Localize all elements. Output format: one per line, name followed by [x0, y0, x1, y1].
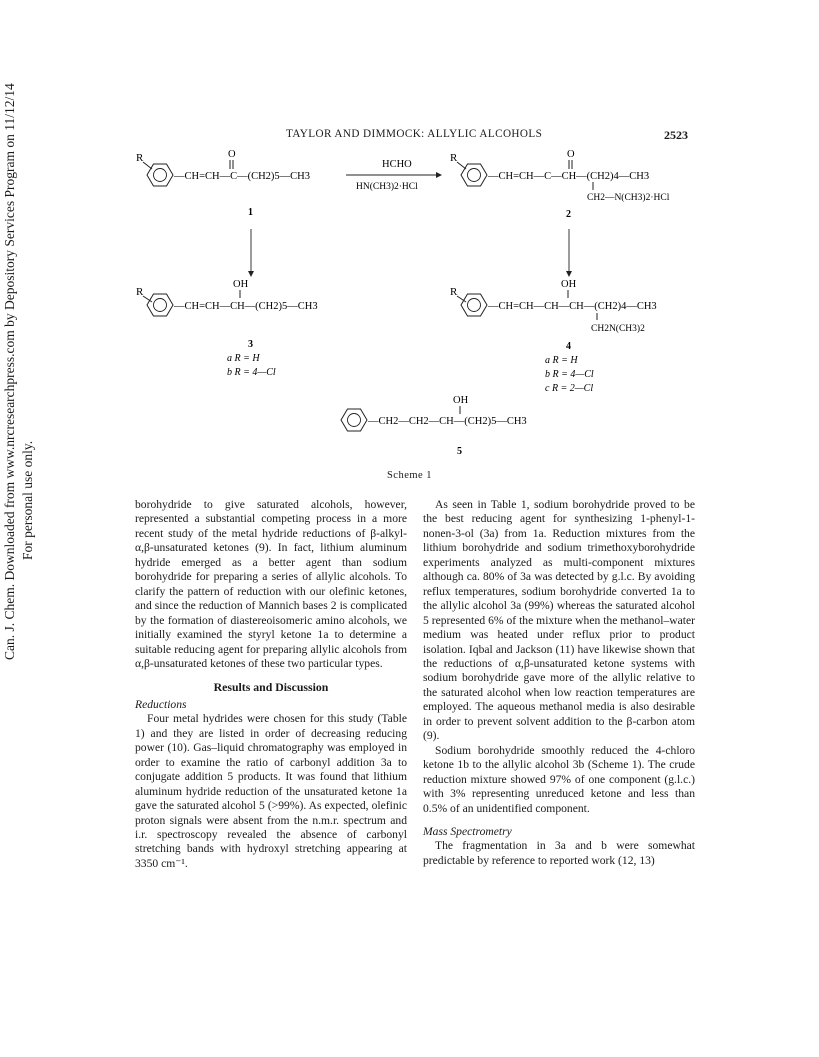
download-notice-line: Can. J. Chem. Downloaded from www.nrcresearchpress.com by Depository Services Program on 11/12/14	[2, 83, 17, 660]
compound-4-substituent: CH2N(CH3)2	[591, 324, 645, 334]
subsection-heading: Reductions	[135, 697, 187, 711]
compound-4-label: 4	[566, 341, 571, 352]
personal-use-notice: For personal use only.	[20, 440, 35, 560]
svg-text:OH: OH	[561, 279, 577, 290]
compound-1-label: 1	[248, 207, 253, 218]
reduction-arrow-left	[248, 229, 254, 277]
compound-1-chain: —CH=CH—C—(CH2)5—CH3	[174, 171, 311, 182]
paragraph: Sodium borohydride smoothly reduced the 4-chloro ketone 1b to the allylic alcohol 3b (Scheme 1). The crude reduction mixture showed 97% of one component (g.l.c.) with 3% representing unreduced ketone and less than 0.5% of an unidentified component.	[423, 743, 695, 815]
compound-3-label: 3	[248, 339, 253, 350]
subsection-heading: Mass Spectrometry	[423, 824, 512, 838]
compound-4-structure	[450, 279, 657, 334]
download-notice	[2, 83, 42, 660]
compound-3-variant-b: b R = 4—Cl	[227, 367, 276, 378]
compound-2-substituent: CH2—N(CH3)2·HCl	[587, 193, 670, 203]
compound-5-label: 5	[457, 446, 462, 457]
svg-text:R: R	[136, 286, 144, 298]
running-title: TAYLOR AND DIMMOCK: ALLYLIC ALCOHOLS	[286, 128, 543, 140]
compound-4-variant-c: c R = 2—Cl	[545, 383, 594, 394]
svg-text:R: R	[450, 286, 458, 298]
compound-2-structure	[450, 149, 670, 203]
reduction-arrow-right	[566, 229, 572, 277]
compound-5-chain: —CH2—CH2—CH—(CH2)5—CH3	[368, 416, 527, 427]
svg-text:R: R	[450, 152, 458, 164]
compound-4-variant-b: b R = 4—Cl	[545, 369, 594, 380]
scheme-caption: Scheme 1	[386, 470, 433, 481]
svg-text:OH: OH	[233, 279, 249, 290]
svg-text:R: R	[136, 152, 144, 164]
compound-2-label: 2	[566, 209, 571, 220]
compound-5-structure	[341, 395, 527, 431]
mannich-arrow	[346, 159, 442, 192]
section-heading: Results and Discussion	[213, 680, 329, 695]
svg-text:O: O	[567, 149, 575, 160]
svg-text:O: O	[228, 149, 236, 160]
paragraph: borohydride to give saturated alcohols, however, represented a substantial competing process in a more recent study of the metal hydride reductions of β-alkyl-α,β-unsaturated ketones (9). In fact, lithium aluminum hydride emerged as a better agent than sodium borohydride for preparing a series of allylic alcohols. To clarify the pattern of reduction with our olefinic ketones, and since the reduction of Mannich bases 2 is complicated by the formation of diastereoisomeric amino alcohols, we initially examined the styryl ketone 1a to determine a suitable reducing agent for preparing allylic alcohols from α,β-unsaturated ketones of these two particular types.	[135, 498, 407, 670]
running-header	[140, 128, 688, 144]
svg-text:OH: OH	[453, 395, 469, 406]
compound-3-variant-a: a R = H	[227, 353, 260, 364]
compound-4-chain: —CH=CH—CH—CH—(CH2)4—CH3	[488, 301, 657, 312]
paragraph: As seen in Table 1, sodium borohydride proved to be the best reducing agent for synthesizing 1-phenyl-1-nonen-3-ol (3a) from 1a. Reduction mixtures from the lithium borohydride and sodium trimethoxyborohydride experiments analyzed as multi-component mixtures although ca. 80% of 3a was detected by g.l.c. By avoiding reflux temperatures, sodium borohydride converted 1a to the allylic alcohol 3a (99%) whereas the saturated alcohol 5 represented 6% of the mixture when the methanol–water medium was heated under reflux prior to product isolation. Iqbal and Jackson (11) have likewise shown that the reductions of α,β-unsaturated ketone systems with sodium borohydride gave more of the allylic relative to the saturated alcohol when low reaction temperatures are employed. The aqueous methanol media is also desirable in order to prevent solvent addition to the β-carbon atom (9).	[423, 498, 695, 743]
reagent-hcho: HCHO	[382, 159, 412, 170]
compound-4-variant-a: a R = H	[545, 355, 578, 366]
reagent-amine: HN(CH3)2·HCl	[356, 182, 418, 192]
left-column	[135, 498, 407, 871]
compound-3-structure	[136, 279, 318, 316]
right-column	[423, 498, 695, 868]
reaction-scheme	[120, 145, 720, 485]
compound-2-chain: —CH=CH—C—CH—(CH2)4—CH3	[488, 171, 650, 182]
paragraph: Four metal hydrides were chosen for this study (Table 1) and they are listed in order of decreasing reducing power (10). Gas–liquid chromatography was employed in order to examine the ratio of carbonyl addition 3a to conjugate addition 5 products. It was found that lithium aluminum hydride reduction of the unsaturated ketone 1a gave the saturated alcohol 5 (>99%). As expected, olefinic proton signals were absent from the n.m.r. spectrum and i.r. spectroscopy revealed the absence of carbonyl stretching bands with hydroxyl stretching appearing at 3350 cm⁻¹.	[135, 712, 407, 870]
compound-1-structure	[136, 149, 310, 186]
compound-3-chain: —CH=CH—CH—(CH2)5—CH3	[174, 301, 318, 312]
page-number: 2523	[664, 128, 688, 142]
paragraph: The fragmentation in 3a and b were somewhat predictable by reference to reported work (12, 13)	[423, 839, 695, 867]
